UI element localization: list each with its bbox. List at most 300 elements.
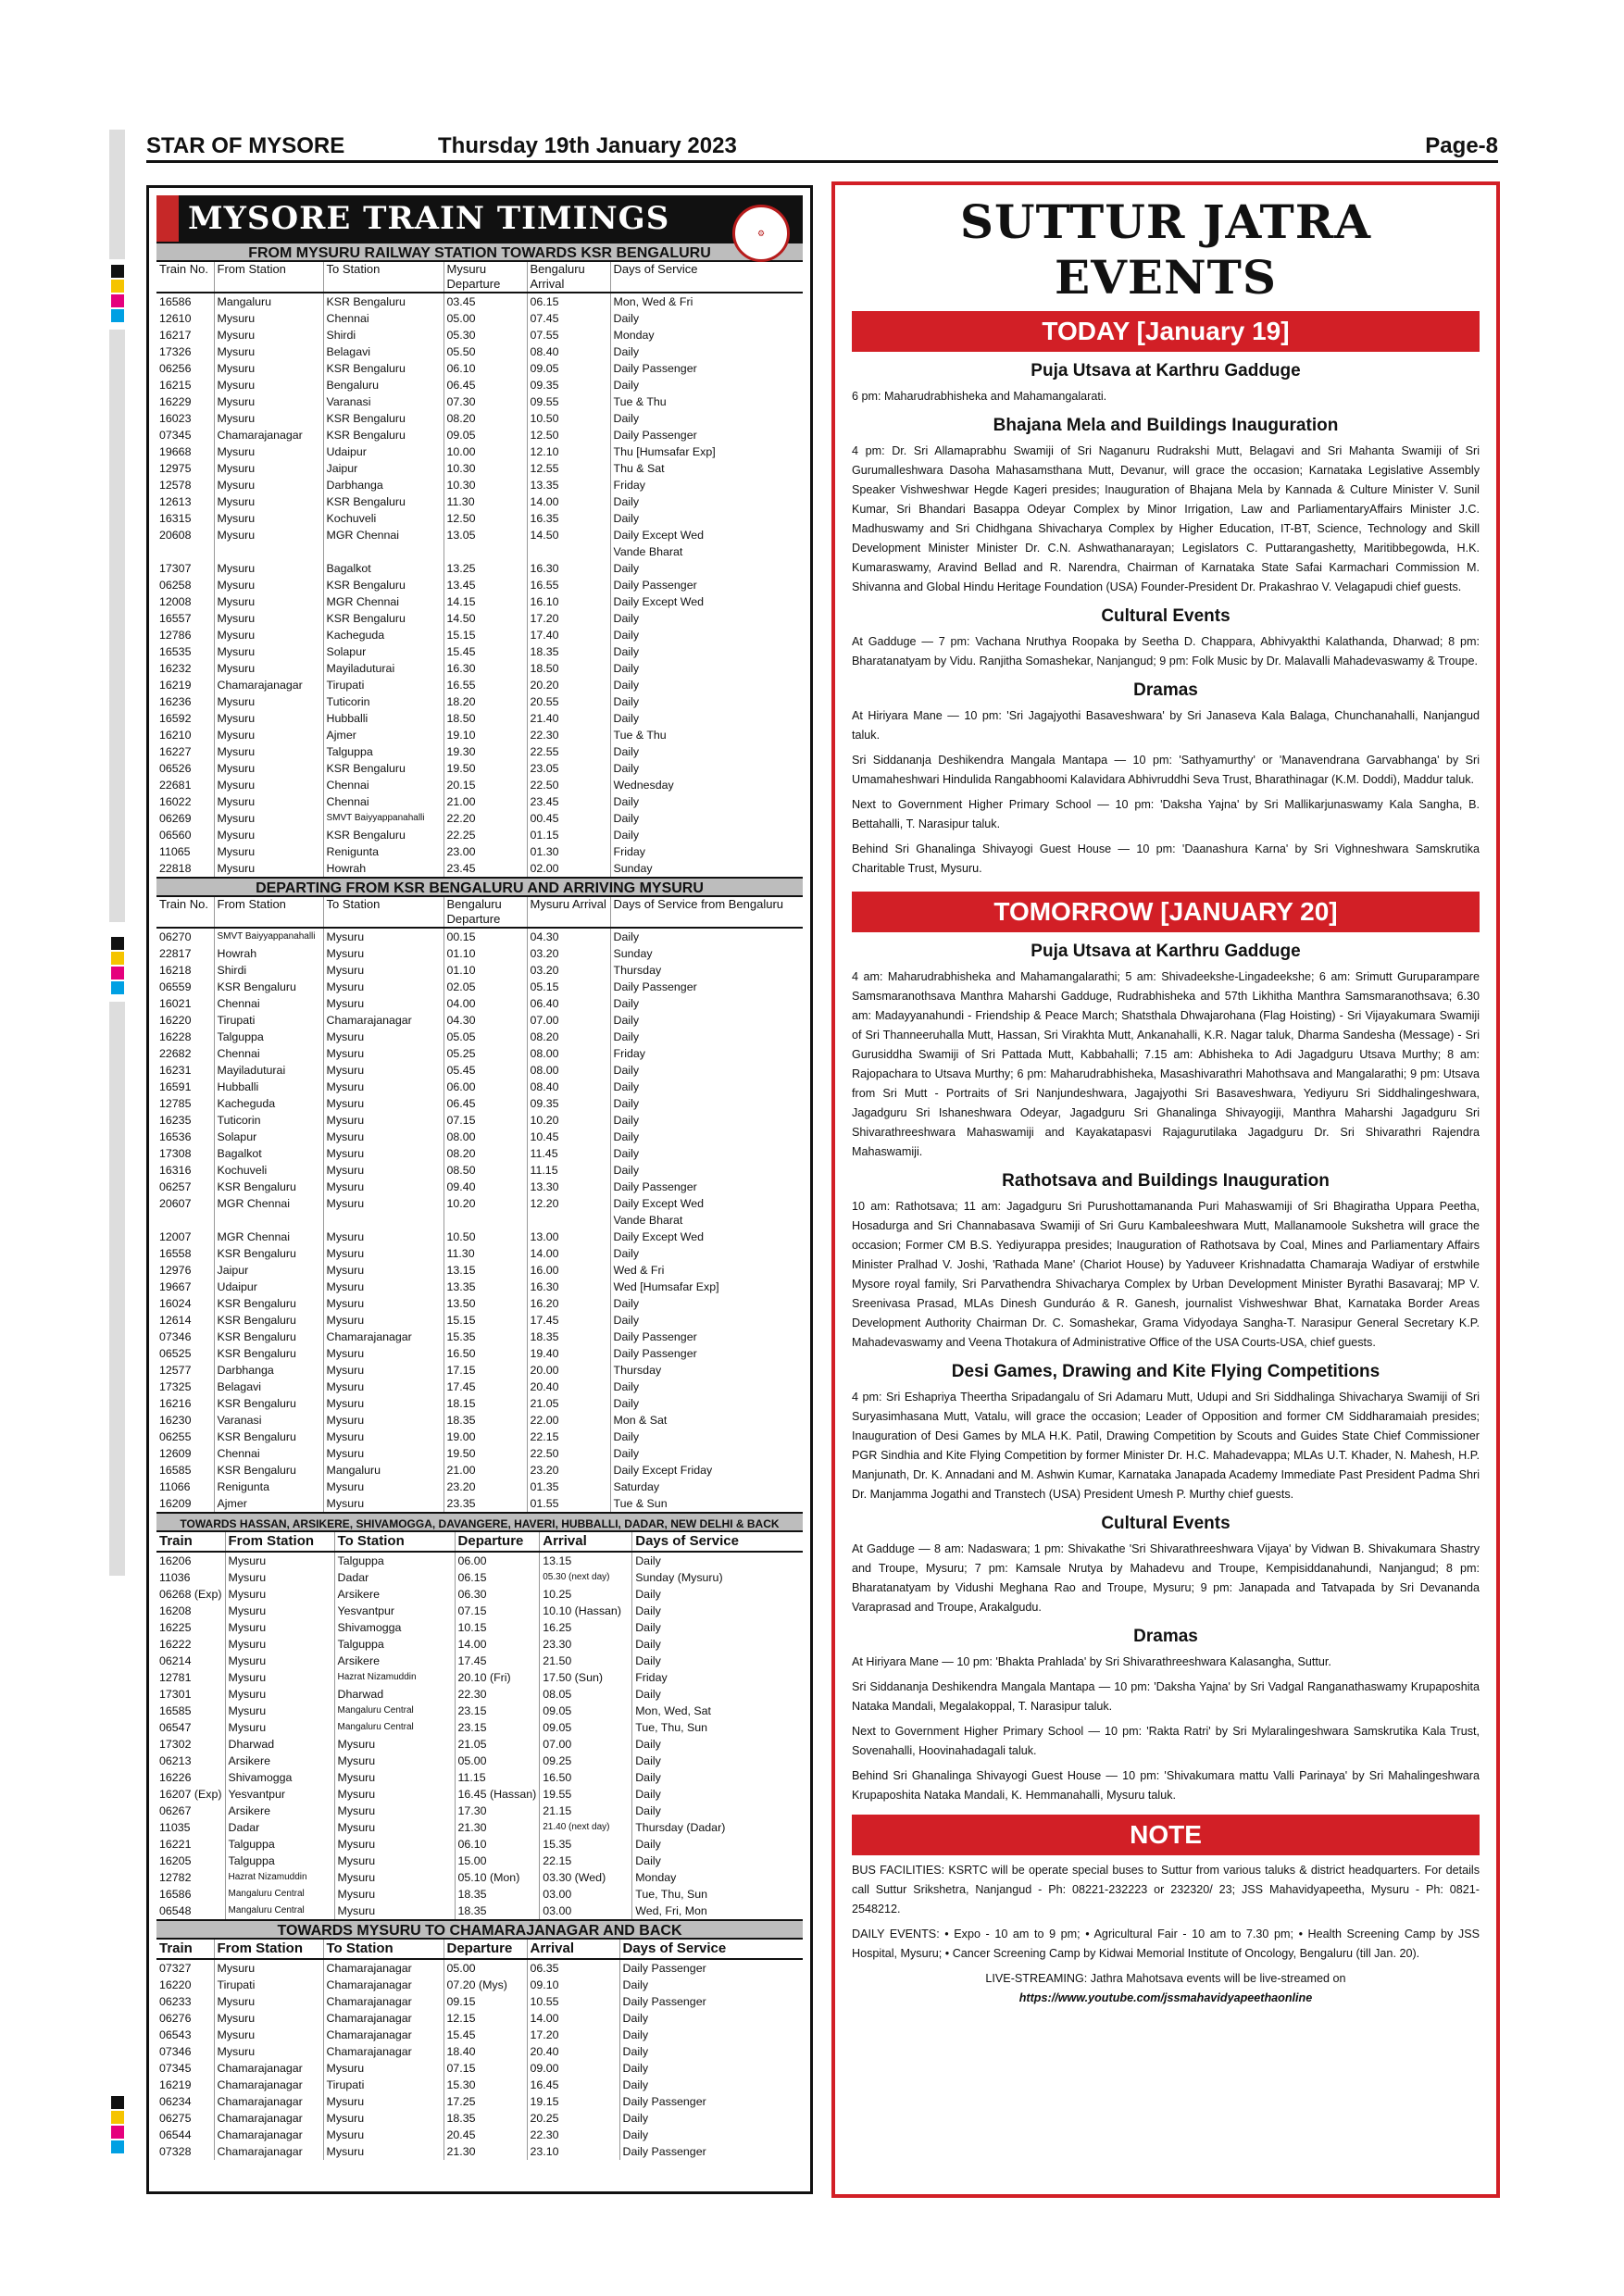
table-cell: 07346	[156, 2043, 214, 2060]
youtube-link[interactable]: https://www.youtube.com/jssmahavidyapeethaonline	[1018, 1991, 1313, 2004]
table-cell: 08.20	[443, 410, 527, 427]
table-row	[156, 310, 803, 327]
section-bar-s4: TOWARDS MYSURU TO CHAMARAJANAGAR AND BACK	[156, 1919, 803, 1940]
table-cell: Daily	[613, 695, 640, 708]
table-cell: KSR Bengaluru	[323, 577, 443, 593]
table-cell: Mysuru	[334, 1753, 455, 1769]
table-cell: 14.50	[443, 610, 527, 627]
today-bhajana-heading: Bhajana Mela and Buildings Inauguration	[993, 416, 1339, 435]
table-cell: 17.30	[455, 1803, 540, 1819]
table-cell: 16232	[156, 660, 214, 677]
table-cell: 17302	[156, 1736, 225, 1753]
table-cell: KSR Bengaluru	[323, 493, 443, 510]
table-cell: Daily	[635, 1638, 661, 1651]
table-cell: Mysuru	[334, 1886, 455, 1903]
table-cell: 07.15	[443, 2060, 527, 2077]
table-cell: 16215	[156, 377, 214, 393]
table-cell: Mysuru	[214, 610, 323, 627]
issue-date: Thursday 19th January 2023	[438, 133, 737, 158]
table-cell: 23.30	[540, 1636, 632, 1653]
table-cell: 16536	[156, 1129, 214, 1145]
table-cell: Daily	[635, 1621, 661, 1634]
table-cell: Talguppa	[225, 1836, 334, 1853]
table-cell: 12007	[156, 1229, 214, 1245]
table-row	[156, 1786, 803, 1803]
table-row	[156, 810, 803, 827]
table-cell: Tue, Thu, Sun	[635, 1721, 708, 1734]
table-cell: Kacheguda	[323, 627, 443, 643]
column-header: Days of Service	[632, 1532, 803, 1552]
today-banner: TODAY [January 19]	[852, 311, 1480, 352]
table-cell: 11065	[156, 843, 214, 860]
table-cell: 05.00	[443, 310, 527, 327]
table-cell: Mysuru	[225, 1619, 334, 1636]
table-cell: Tuticorin	[323, 693, 443, 710]
table-cell: 06276	[156, 2010, 214, 2027]
table-cell: Daily	[635, 1754, 661, 1767]
tomorrow-desi-heading: Desi Games, Drawing and Kite Flying Competitions	[951, 1362, 1380, 1381]
table-cell: Tirupati	[214, 1012, 323, 1029]
table-row	[156, 627, 803, 643]
table-cell: 01.10	[443, 962, 527, 979]
table-cell: Mysuru	[323, 945, 443, 962]
table-cell: 16208	[156, 1603, 225, 1619]
column-header: From Station	[214, 897, 323, 928]
table-cell: Mysuru	[323, 1262, 443, 1279]
table-cell: 10.50	[527, 410, 610, 427]
table-cell: Solapur	[323, 643, 443, 660]
train-timings-panel	[146, 185, 813, 2194]
table-cell: 08.00	[527, 1062, 610, 1079]
table-cell: Hazrat Nizamuddin	[225, 1869, 334, 1886]
table-cell: 06275	[156, 2110, 214, 2127]
today-puja-text: 6 pm: Maharudrabhisheka and Mahamangalarati.	[852, 390, 1107, 403]
table-cell: 16236	[156, 693, 214, 710]
table-cell: 08.00	[527, 1045, 610, 1062]
table-cell: 19.15	[527, 2093, 619, 2110]
table-cell: 12.10	[527, 443, 610, 460]
table-cell: Mysuru	[214, 593, 323, 610]
table-cell: 16558	[156, 1245, 214, 1262]
table-row	[156, 1062, 803, 1079]
table-cell: 06548	[156, 1903, 225, 1919]
table-cell: Shivamogga	[334, 1619, 455, 1636]
note-bus: BUS FACILITIES: KSRTC will be operate special buses to Suttur from various taluks & district headquarters. For details call Suttur Srikshetra, Nanjangud - Ph: 08221-232223 or 232320/ 23; JSS Mahavidyapeetha, Mysuru - Ph: 0821-2548212.	[852, 1864, 1480, 1915]
table-row	[156, 327, 803, 343]
table-cell: Daily Passenger	[622, 1962, 706, 1975]
table-cell: Mysuru	[214, 327, 323, 343]
table-cell: 22.15	[527, 1429, 610, 1445]
column-header: Train No.	[156, 262, 214, 293]
table-row	[156, 1362, 803, 1379]
table-cell: Mysuru	[323, 1179, 443, 1195]
table-cell: Daily Passenger	[613, 579, 697, 592]
table-cell: Mysuru	[323, 1145, 443, 1162]
table-cell: 00.15	[443, 928, 527, 945]
table-cell: 20.45	[443, 2127, 527, 2143]
table-cell: Daily	[613, 997, 640, 1010]
table-cell: 07345	[156, 427, 214, 443]
table-cell: Daily	[622, 2045, 649, 2058]
table-row	[156, 760, 803, 777]
table-cell: Mysuru	[214, 343, 323, 360]
tomorrow-rathotsava-heading: Rathotsava and Buildings Inauguration	[1002, 1171, 1330, 1191]
table-cell: 05.05	[443, 1029, 527, 1045]
column-header: Mysuru Departure	[443, 262, 527, 293]
today-puja-heading: Puja Utsava at Karthru Gadduge	[1031, 361, 1301, 381]
table-cell: 22.30	[527, 2127, 619, 2143]
table-cell: Mysuru	[214, 660, 323, 677]
table-cell: Tirupati	[323, 2077, 443, 2093]
table-cell: Daily	[635, 1654, 661, 1667]
suttur-jatra-panel	[831, 181, 1500, 2198]
table-cell: 18.35	[455, 1886, 540, 1903]
table-cell: Mysuru	[214, 827, 323, 843]
table-cell: KSR Bengaluru	[323, 427, 443, 443]
table-row	[156, 1112, 803, 1129]
table-cell: 16229	[156, 393, 214, 410]
table-cell: 10.00	[443, 443, 527, 460]
table-cell: 20.15	[443, 777, 527, 793]
table-cell: Mysuru	[214, 393, 323, 410]
table-cell: Mysuru	[334, 1803, 455, 1819]
table-row	[156, 360, 803, 377]
table-cell: Daily	[613, 495, 640, 508]
table-cell: 16.50	[443, 1345, 527, 1362]
table-cell: Udaipur	[323, 443, 443, 460]
table-cell: 10.10 (Hassan)	[540, 1603, 632, 1619]
table-cell: Daily Passenger	[622, 2145, 706, 2158]
table-cell: Mysuru	[225, 1703, 334, 1719]
table-cell: 07327	[156, 1959, 214, 1977]
table-row	[156, 2027, 803, 2043]
table-cell: Daily	[613, 1247, 640, 1260]
table-cell: 12786	[156, 627, 214, 643]
column-header: From Station	[214, 1940, 323, 1959]
column-header: Bengaluru Departure	[443, 897, 527, 928]
today-dramas-heading: Dramas	[1133, 680, 1198, 700]
table-cell: Hubballi	[214, 1079, 323, 1095]
table-row	[156, 527, 803, 543]
table-row	[156, 1495, 803, 1512]
table-row	[156, 1129, 803, 1145]
table-cell: 10.15	[455, 1619, 540, 1636]
table-cell: Daily Except Wed	[613, 595, 705, 608]
table-cell: 15.45	[443, 2027, 527, 2043]
table-cell: Vande Bharat	[613, 1214, 683, 1227]
table-cell: 16316	[156, 1162, 214, 1179]
table-cell: Mysuru	[334, 1736, 455, 1753]
table-cell: Chamarajanagar	[214, 2060, 323, 2077]
table-cell: 14.00	[527, 1245, 610, 1262]
table-cell: Mysuru	[214, 577, 323, 593]
table-cell: 12.55	[527, 460, 610, 477]
table-cell: 03.00	[540, 1886, 632, 1903]
table-cell: 16207 (Exp)	[156, 1786, 225, 1803]
table-cell: Dharwad	[334, 1686, 455, 1703]
note-banner: NOTE	[852, 1815, 1480, 1855]
table-cell: 16219	[156, 677, 214, 693]
table-cell: Mysuru	[334, 1819, 455, 1836]
table-cell	[443, 1212, 527, 1229]
table-cell: 03.00	[540, 1903, 632, 1919]
table-cell: 07345	[156, 2060, 214, 2077]
table-cell: 16220	[156, 1012, 214, 1029]
table-cell: Mysuru	[214, 710, 323, 727]
table-cell: 15.15	[443, 1312, 527, 1329]
table-cell: Daily	[613, 1030, 640, 1043]
table-cell: Chamarajanagar	[214, 2093, 323, 2110]
table-cell: Daily	[635, 1854, 661, 1867]
table-cell: 15.35	[540, 1836, 632, 1853]
train-timings-title: MYSORE TRAIN TIMINGS	[156, 195, 803, 242]
table-cell: Tirupati	[214, 1977, 323, 1993]
table-row	[156, 1619, 803, 1636]
table-cell: Daily	[613, 1097, 640, 1110]
table-row	[156, 1836, 803, 1853]
table-cell: Mysuru	[214, 843, 323, 860]
table-row	[156, 610, 803, 627]
table-cell: Jaipur	[214, 1262, 323, 1279]
table-cell: MGR Chennai	[323, 593, 443, 610]
tomorrow-drama-2: Sri Siddananja Deshikendra Mangala Mantapa — 10 pm: 'Daksha Yajna' by Sri Vadgal Ranganathaswamy Krupaposhita Nataka Mandali, Megalakoppal, T. Narasipur taluk.	[852, 1680, 1480, 1713]
table-cell: 07.15	[455, 1603, 540, 1619]
table-cell: Mysuru	[214, 777, 323, 793]
table-row	[156, 510, 803, 527]
column-header: To Station	[323, 1940, 443, 1959]
table-cell: Mysuru	[214, 743, 323, 760]
table-cell: 08.40	[527, 1079, 610, 1095]
table-cell: Arsikere	[225, 1803, 334, 1819]
table-cell: 12785	[156, 1095, 214, 1112]
table-cell: 16.50	[540, 1769, 632, 1786]
table-cell: 16226	[156, 1769, 225, 1786]
table-cell: 06.15	[527, 293, 610, 310]
table-cell: Daily	[613, 930, 640, 943]
table-cell: 18.50	[443, 710, 527, 727]
table-cell: 09.10	[527, 1977, 619, 1993]
table-row	[156, 1012, 803, 1029]
table-row	[156, 827, 803, 843]
table-cell: 19.10	[443, 727, 527, 743]
table-cell: 12609	[156, 1445, 214, 1462]
table-cell: Daily	[613, 412, 640, 425]
table-cell: 07.45	[527, 310, 610, 327]
table-cell: Daily	[622, 2062, 649, 2075]
table-cell: 07.15	[443, 1112, 527, 1129]
table-cell: 16315	[156, 510, 214, 527]
table-cell: Mysuru	[334, 1786, 455, 1803]
table-cell: 11.30	[443, 493, 527, 510]
table-cell: 16586	[156, 293, 214, 310]
table-cell: Mysuru	[323, 995, 443, 1012]
table-cell: 06213	[156, 1753, 225, 1769]
table-row	[156, 460, 803, 477]
today-cultural-text: At Gadduge — 7 pm: Vachana Nruthya Roopaka by Seetha D. Chappara, Abhivyakthi Kalathanda, Dharwad; 8 pm: Bharatanatyam by Vidu. Ranjitha Somashekar, Nanjangud; 9 pm: Folk Music by Dr. Malavalli Mahadevaswamy & Troupe.	[852, 635, 1480, 668]
table-cell: 06.30	[455, 1586, 540, 1603]
table-cell: 05.30	[443, 327, 527, 343]
table-cell: Mysuru	[214, 643, 323, 660]
table-cell: Renigunta	[323, 843, 443, 860]
table-cell: 16585	[156, 1703, 225, 1719]
table-cell: 23.15	[455, 1719, 540, 1736]
table-cell: 16227	[156, 743, 214, 760]
table-cell: KSR Bengaluru	[214, 1179, 323, 1195]
column-header: To Station	[334, 1532, 455, 1552]
table-cell: Mysuru	[214, 793, 323, 810]
table-cell: Mysuru	[225, 1686, 334, 1703]
table-cell: 19.00	[443, 1429, 527, 1445]
table-cell: 15.00	[455, 1853, 540, 1869]
table-cell: 05.00	[455, 1753, 540, 1769]
table-row	[156, 1295, 803, 1312]
table-cell: Chamarajanagar	[214, 2127, 323, 2143]
table-cell: Daily	[622, 2078, 649, 2091]
table-cell: Daily	[613, 1314, 640, 1327]
column-header: Bengaluru Arrival	[527, 262, 610, 293]
today-drama-3: Next to Government Higher Primary School — 10 pm: 'Daksha Yajna' by Sri Mallikarjunaswamy Kala Sangha, B. Bettahalli, T. Narasipur taluk.	[852, 798, 1480, 830]
table-cell: KSR Bengaluru	[214, 1345, 323, 1362]
table-cell: 16.25	[540, 1619, 632, 1636]
table-cell: Arsikere	[334, 1586, 455, 1603]
table-cell: 05.15	[527, 979, 610, 995]
table-row	[156, 1045, 803, 1062]
table-cell: Mysuru	[323, 1079, 443, 1095]
table-row	[156, 1736, 803, 1753]
table-cell: Mysuru	[323, 1362, 443, 1379]
table-row	[156, 2143, 803, 2160]
table-cell: Dharwad	[225, 1736, 334, 1753]
table-cell: Daily	[613, 379, 640, 392]
table-cell: 23.15	[455, 1703, 540, 1719]
table-cell: KSR Bengaluru	[214, 1462, 323, 1479]
table-cell: 06544	[156, 2127, 214, 2143]
table-cell: Daily	[613, 629, 640, 642]
table-cell	[443, 543, 527, 560]
table-cell	[527, 543, 610, 560]
table-cell: 20607	[156, 1195, 214, 1212]
table-cell: 06.10	[443, 360, 527, 377]
table-cell: 23.20	[443, 1479, 527, 1495]
table-cell: 21.30	[455, 1819, 540, 1836]
column-header: Arrival	[540, 1532, 632, 1552]
table-cell: 13.30	[527, 1179, 610, 1195]
table-row	[156, 1245, 803, 1262]
table-cell: 16.20	[527, 1295, 610, 1312]
table-cell: 20.20	[527, 677, 610, 693]
table-cell: Yesvantpur	[225, 1786, 334, 1803]
table-cell: 22.00	[527, 1412, 610, 1429]
table-cell: Kochuveli	[323, 510, 443, 527]
table-cell: Mangaluru Central	[334, 1703, 455, 1719]
table-cell: Yesvantpur	[334, 1603, 455, 1619]
table-cell: Mysuru	[323, 2060, 443, 2077]
table-cell: 19668	[156, 443, 214, 460]
table-row	[156, 843, 803, 860]
table-cell: 19.30	[443, 743, 527, 760]
table-cell: Mysuru	[334, 1853, 455, 1869]
table-cell: 01.10	[443, 945, 527, 962]
table-cell: 11035	[156, 1819, 225, 1836]
table-cell: 16210	[156, 727, 214, 743]
table-cell: 13.05	[443, 527, 527, 543]
table-cell: Daily	[613, 1164, 640, 1177]
table-cell: Daily	[613, 1380, 640, 1393]
table-row	[156, 1719, 803, 1736]
table-cell: Daily	[613, 1114, 640, 1127]
table-row	[156, 1479, 803, 1495]
table-row	[156, 1993, 803, 2010]
today-drama-2: Sri Siddananja Deshikendra Mangala Mantapa — 10 pm: 'Sathyamurthy' or 'Manavendrana Garvabhanga' by Sri Umamaheshwari Hindulida Rangabhoomi Kalavidara Abhivruddhi Seva Trust, Bharathinagar (K.M. Doddi), Maddur taluk.	[852, 754, 1480, 786]
table-cell: 22.15	[540, 1853, 632, 1869]
table-cell: Daily	[635, 1588, 661, 1601]
table-cell: 09.15	[443, 1993, 527, 2010]
table-cell: 04.30	[527, 928, 610, 945]
table-cell: 11.15	[455, 1769, 540, 1786]
table-cell: 21.40	[527, 710, 610, 727]
table-cell: Chamarajanagar	[214, 427, 323, 443]
table-cell: Mysuru	[323, 1379, 443, 1395]
table-cell: Mangaluru	[323, 1462, 443, 1479]
table-cell: 10.55	[527, 1993, 619, 2010]
table-row	[156, 2060, 803, 2077]
table-cell: KSR Bengaluru	[323, 760, 443, 777]
table-cell: Friday	[613, 1047, 645, 1060]
table-cell: 19.50	[443, 760, 527, 777]
table-cell: Bagalkot	[323, 560, 443, 577]
table-cell: 22681	[156, 777, 214, 793]
table-cell: Mysuru	[214, 2010, 323, 2027]
table-cell: Daily	[613, 1147, 640, 1160]
table-cell: 06270	[156, 928, 214, 945]
table-cell: 05.50	[443, 343, 527, 360]
table-row	[156, 1603, 803, 1619]
table-cell: Mysuru	[214, 727, 323, 743]
table-row	[156, 293, 803, 310]
table-cell: Daily	[613, 612, 640, 625]
table-cell	[323, 1212, 443, 1229]
table-cell: Tue & Thu	[613, 729, 667, 742]
table-cell: Howrah	[323, 860, 443, 877]
table-cell: 09.55	[527, 393, 610, 410]
table-cell: 01.15	[527, 827, 610, 843]
table-cell: 10.30	[443, 477, 527, 493]
table-cell: Talguppa	[214, 1029, 323, 1045]
table-cell: 06.40	[527, 995, 610, 1012]
table-cell: 16225	[156, 1619, 225, 1636]
table-cell: 16231	[156, 1062, 214, 1079]
table-row	[156, 1029, 803, 1045]
table-cell: 16535	[156, 643, 214, 660]
table-cell: Mysuru	[323, 979, 443, 995]
table-cell: 16024	[156, 1295, 214, 1312]
table-cell: Mon, Wed, Sat	[635, 1704, 711, 1717]
table-cell: Mon, Wed & Fri	[613, 295, 693, 308]
table-row	[156, 1095, 803, 1112]
table-cell: 09.35	[527, 1095, 610, 1112]
table-cell: Saturday	[613, 1480, 660, 1493]
table-cell: 13.35	[443, 1279, 527, 1295]
table-cell: Daily	[622, 2128, 649, 2141]
table-row	[156, 1769, 803, 1786]
table-cell: Daily	[635, 1554, 661, 1567]
table-cell: 10.45	[527, 1129, 610, 1145]
table-cell: 09.40	[443, 1179, 527, 1195]
table-cell: Daily	[635, 1838, 661, 1851]
table-cell: 16205	[156, 1853, 225, 1869]
table-row	[156, 477, 803, 493]
table-cell: 08.20	[443, 1145, 527, 1162]
